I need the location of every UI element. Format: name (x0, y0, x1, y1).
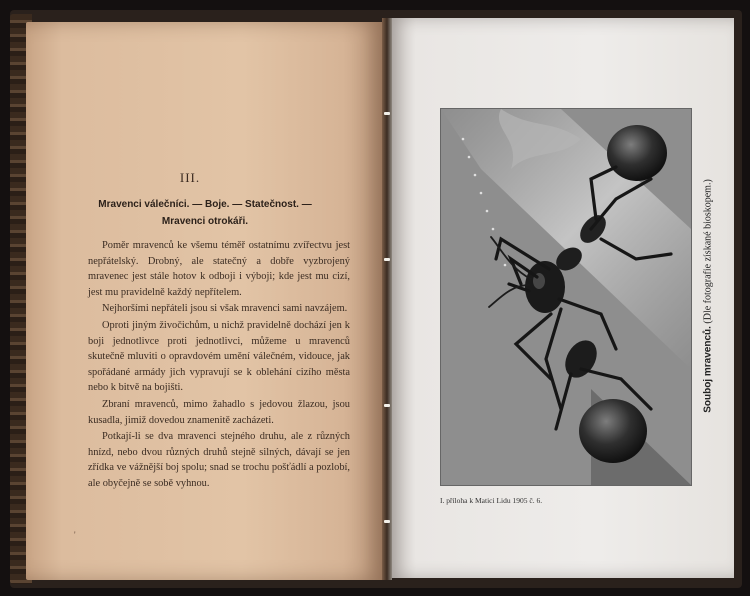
binding-thread (384, 258, 390, 261)
ant-fight-image (441, 109, 691, 485)
chapter-number: III. (179, 170, 201, 185)
paragraph: Nejhoršími nepřáteli jsou si však mravenci sami navzájem. (102, 303, 348, 315)
chapter-heading-line: Mravenci válečníci. — Boje. — Statečnost. — (98, 199, 312, 210)
ant-fight-illustration (440, 108, 692, 486)
book-gutter (382, 18, 392, 580)
paragraph: Zbraní mravenců, mimo žahadlo s jedovou žlazou, jsou kusadla, jimiž dovedou znamenitě zacházeti. (88, 398, 350, 426)
binding-thread (384, 404, 390, 407)
binding-thread (384, 112, 390, 115)
body-text (88, 238, 350, 493)
plate-caption-source: (Dle fotografie získané bioskopem.) (702, 179, 714, 324)
plate-note: I. příloha k Matici Lidu 1905 č. 6. (440, 496, 543, 505)
paragraph: Poměr mravenců ke všemu téměř ostatnímu zvířectvu jest nepřátelský. Drobný, ale statečný a dobře vyzbrojený mravenec jest stále hotov k odboji i výboji; kde jest mu cizí, jest mu pravidelně každý nepřítelem. (88, 240, 350, 298)
page-mark: ' (74, 530, 76, 540)
plate-caption (703, 179, 714, 413)
paragraph: Potkají-li se dva mravenci stejného druhu, ale z různých hnízd, nebo dvou různých druhů stejně silných, dávají se jen zřídka ve vážnější boj spolu; snad se trochu pošťádlí a pozlobí, ale obyčejně se sobě vyhnou. (88, 431, 350, 489)
plate-caption-title: Souboj mravenců. (702, 326, 714, 413)
chapter-heading (80, 196, 330, 230)
chapter-heading-line: Mravenci otrokáři. (161, 216, 249, 227)
paragraph: Oproti jiným živočichům, u nichž pravidelně dochází jen k boji jednotlivce proti jednotlivci, můžeme u mravenců skutečně mluviti o opravdovém umění válečném, vidouce, jak spořádané armády jich vypravují se k oblehání cizího města nebo k bitvě na bojišti. (88, 319, 350, 394)
binding-thread (384, 520, 390, 523)
